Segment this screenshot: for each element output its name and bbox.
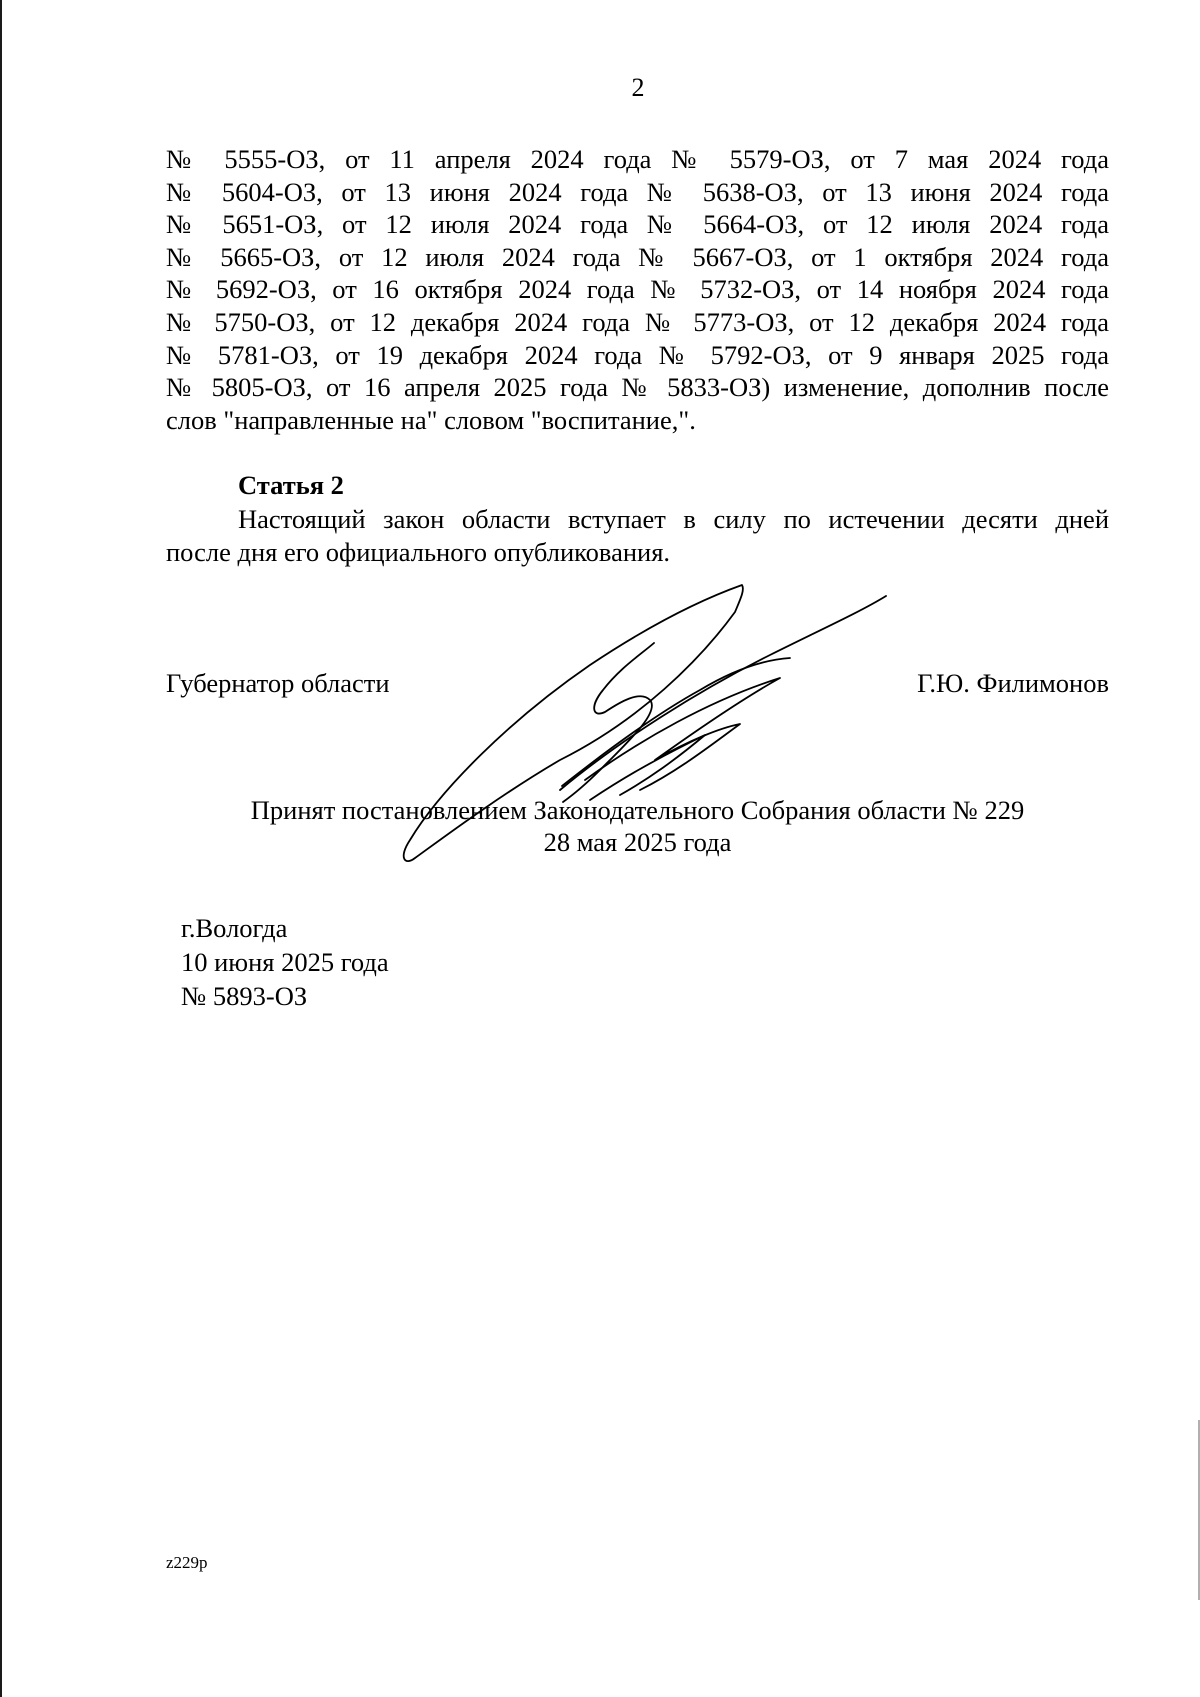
article-line: после дня его официального опубликования. <box>166 537 671 567</box>
adoption-line: Принят постановлением Законодательного Собрания области № 229 <box>250 795 1025 825</box>
article-heading: Статья 2 <box>238 470 344 500</box>
place-date-block <box>181 911 389 1013</box>
amendment-line: № 5604-ОЗ, от 13 июня 2024 года № 5638-ОЗ, от 13 июня 2024 года <box>166 176 1109 207</box>
signatory-role: Губернатор области <box>166 668 390 698</box>
article-line: Настоящий закон области вступает в силу по истечении десяти дней <box>238 504 1109 534</box>
amendment-line: № 5805-ОЗ, от 16 апреля 2025 года № 5833-ОЗ) изменение, дополнив после <box>166 372 1109 403</box>
page-number: 2 <box>631 73 645 102</box>
date-line: 10 июня 2025 года <box>181 947 389 977</box>
amendment-paragraph <box>166 143 1109 436</box>
amendment-line: № 5555-ОЗ, от 11 апреля 2024 года № 5579-ОЗ, от 7 мая 2024 года <box>166 144 1109 174</box>
amendment-line: № 5781-ОЗ, от 19 декабря 2024 года № 5792-ОЗ, от 9 января 2025 года <box>166 339 1109 370</box>
amendment-line: слов "направленные на" словом "воспитание,". <box>166 404 696 435</box>
article-body <box>166 503 1109 569</box>
law-number-line: № 5893-ОЗ <box>181 981 308 1011</box>
amendment-line: № 5692-ОЗ, от 16 октября 2024 года № 5732-ОЗ, от 14 ноября 2024 года <box>166 274 1109 305</box>
amendment-line: № 5665-ОЗ, от 12 июля 2024 года № 5667-ОЗ, от 1 октября 2024 года <box>166 241 1109 272</box>
document-code: z229p <box>166 1553 208 1572</box>
amendment-line: № 5651-ОЗ, от 12 июля 2024 года № 5664-ОЗ, от 12 июля 2024 года <box>166 209 1109 240</box>
adoption-line: 28 мая 2025 года <box>543 827 732 857</box>
amendment-line: № 5750-ОЗ, от 12 декабря 2024 года № 5773-ОЗ, от 12 декабря 2024 года <box>166 306 1109 337</box>
place-line: г.Вологда <box>181 913 288 943</box>
signatory-name: Г.Ю. Филимонов <box>917 668 1109 698</box>
scan-left-edge <box>0 0 2 1697</box>
adoption-note <box>166 794 1109 858</box>
